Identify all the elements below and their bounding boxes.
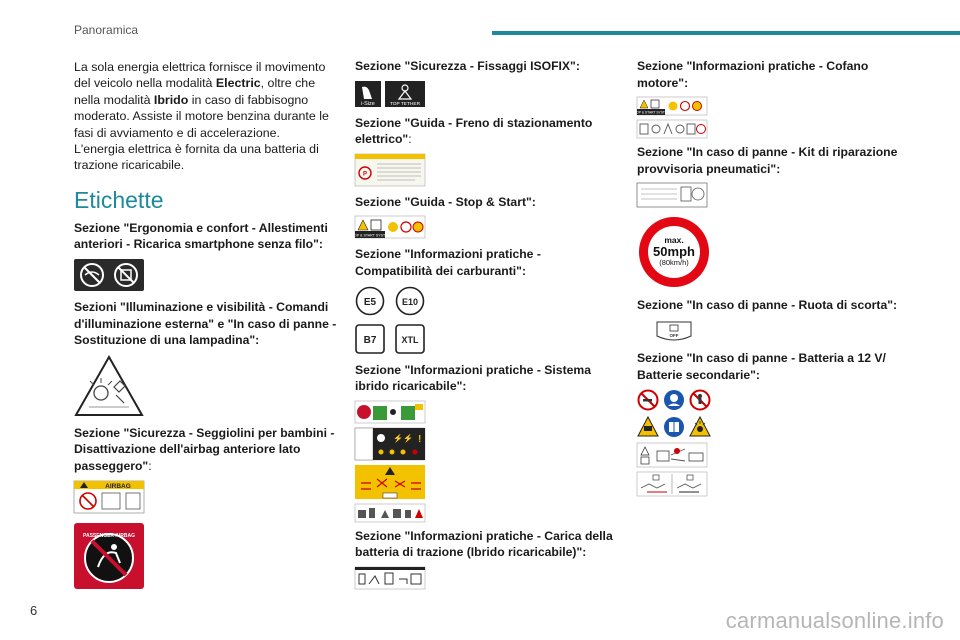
parking-brake-labels — [355, 154, 620, 186]
stop-start-label-icon — [349, 216, 425, 238]
passenger-airbag-label-icon — [74, 523, 144, 589]
speed-limit-50mph-icon — [637, 215, 711, 289]
section-airbag-text: Sezione "Sicurezza - Seggiolini per bambini - Disattivazione dell'airbag anteriore lato passeggero" — [74, 425, 335, 473]
column-2 — [349, 54, 620, 597]
intro-paragraph-2: L'energia elettrica è fornita da una batteria di trazione ricaricabile. — [74, 142, 319, 173]
speed-max-text: max. — [664, 235, 684, 246]
section-stop-start: Sezione "Guida - Stop & Start": — [355, 194, 536, 209]
fuel-e5-text: E5 — [363, 296, 377, 308]
section-lighting: Sezioni "Illuminazione e visibilità - Comandi d'illuminazione esterna" e "In caso di panne - Sostituzione di una lampadina": — [74, 300, 337, 348]
fuel-xtl-text: XTL — [401, 334, 419, 345]
no-children-icon — [689, 389, 711, 411]
spare-wheel-labels — [655, 320, 902, 342]
bonnet-labels — [632, 97, 902, 138]
intro-bold-electric: Electric — [215, 76, 261, 91]
corrosive-warning-icon — [637, 416, 659, 438]
intro-text-2: , oltre che nella modalità — [74, 76, 316, 107]
svg-text:!: ! — [418, 433, 422, 445]
column-1 — [74, 54, 344, 597]
fuel-b7-icon — [355, 324, 385, 354]
section-parking-brake-colon: : — [408, 132, 412, 147]
speed-value-text: 50mph — [653, 244, 695, 260]
wireless-labels — [74, 259, 344, 291]
battery-label-row-2 — [637, 416, 902, 438]
hybrid-hv-warning-label-icon — [355, 465, 425, 499]
section-heading: Etichette — [74, 186, 164, 213]
isize-label-icon — [355, 81, 381, 107]
section-isofix: Sezione "Sicurezza - Fissaggi ISOFIX": — [355, 59, 580, 73]
passenger-airbag-text: PASSENGER AIRBAG — [83, 532, 135, 539]
top-tether-text: TOP TETHER — [389, 101, 421, 107]
isofix-labels — [355, 81, 620, 107]
section-tyre-kit: Sezione "In caso di panne - Kit di riparazione provvisoria pneumatici": — [637, 145, 898, 176]
section-wireless-charging: Sezione "Ergonomia e confort - Allestimenti anteriori - Ricarica smartphone senza filo": — [74, 220, 328, 252]
battery-label-row-3 — [637, 443, 902, 467]
top-tether-label-icon — [385, 81, 425, 107]
charging-label-icon — [355, 567, 425, 589]
hybrid-labels — [355, 401, 620, 522]
hybrid-connector-label-icon — [355, 401, 425, 423]
section-parking-brake — [355, 115, 620, 148]
fuel-labels-row-2 — [355, 324, 620, 354]
stop-start-text: STOP & START SYSTEM — [349, 233, 391, 238]
lighting-labels — [74, 355, 344, 417]
tyre-kit-labels — [637, 183, 902, 207]
fuel-xtl-icon — [395, 324, 425, 354]
hybrid-label-1-row — [355, 401, 620, 423]
intro-bold-ibrido: Ibrido — [153, 92, 189, 107]
speed-kmh-text: (80km/h) — [659, 258, 689, 268]
spare-wheel-off-text: OFF — [669, 332, 679, 338]
fuel-e10-text: E10 — [401, 296, 419, 307]
section-fuel: Sezione "Informazioni pratiche - Compatibilità dei carburanti": — [355, 247, 541, 278]
bonnet-stop-start-text: STOP & START SYSTEM — [632, 110, 670, 115]
battery-labels — [637, 389, 902, 496]
bonnet-stop-start-label-icon — [632, 97, 707, 115]
section-hybrid: Sezione "Informazioni pratiche - Sistema ibrido ricaricabile": — [355, 362, 592, 394]
spare-wheel-off-label-icon — [655, 320, 693, 342]
watermark: carmanualsonline.info — [725, 608, 944, 633]
hybrid-label-4-row — [355, 504, 620, 522]
airbag-label-text: AIRBAG — [105, 482, 131, 490]
header-accent-bar — [492, 31, 960, 35]
svg-text:P: P — [362, 171, 368, 178]
section-airbag-colon: : — [148, 459, 152, 473]
hybrid-label-3-row — [355, 465, 620, 499]
isize-text: i-Size — [361, 100, 375, 107]
section-charging: Sezione "Informazioni pratiche - Carica della batteria di trazione (Ibrido ricaricabile)": — [355, 528, 613, 560]
bonnet-label-2-row — [637, 120, 902, 138]
battery-jump-start-label-icon — [637, 443, 707, 467]
bonnet-warning-strip-icon — [637, 120, 707, 138]
fuel-b7-text: B7 — [363, 334, 377, 346]
stop-start-labels — [349, 216, 620, 238]
fuel-e5-icon — [355, 286, 385, 316]
hybrid-service-label-icon — [355, 504, 425, 522]
page-number: 6 — [30, 603, 38, 618]
eye-protection-icon — [663, 389, 685, 411]
column-3 — [632, 54, 902, 501]
bulb-warning-label-icon — [74, 355, 144, 417]
bonnet-label-1-row — [632, 97, 902, 115]
explosive-warning-icon — [689, 416, 711, 438]
section-parking-brake-text: Sezione "Guida - Freno di stazionamento elettrico" — [355, 115, 593, 147]
hybrid-label-2-row — [355, 428, 620, 460]
intro-text-1: La sola energia elettrica fornisce il movimento del veicolo nella modalità — [74, 60, 326, 91]
section-airbag — [74, 425, 344, 475]
fuel-labels-row-1 — [355, 286, 620, 316]
intro-paragraph — [74, 59, 344, 141]
parking-brake-label-icon — [355, 154, 425, 186]
fuel-e10-icon — [395, 286, 425, 316]
charging-labels — [355, 567, 620, 589]
battery-label-row-1 — [637, 389, 902, 411]
battery-label-row-4 — [637, 472, 902, 496]
airbag-labels — [74, 481, 344, 589]
section-spare-wheel: Sezione "In caso di panne - Ruota di scorta": — [637, 298, 898, 313]
intro-text-3: in caso di fabbisogno moderato. Assiste il motore benzina durante le fasi di avviamento e di accelerazione. — [74, 92, 329, 140]
airbag-warning-label-icon — [74, 481, 144, 513]
battery-connection-label-icon — [637, 472, 707, 496]
read-manual-icon — [663, 416, 685, 438]
hybrid-warning-panel-icon — [355, 428, 425, 460]
tyre-kit-label-icon — [637, 183, 707, 207]
speed-limit-label-row — [637, 215, 902, 289]
section-bonnet: Sezione "Informazioni pratiche - Cofano motore": — [637, 59, 869, 90]
no-smoking-icon — [637, 389, 659, 411]
section-battery: Sezione "In caso di panne - Batteria a 12 V/ Batterie secondarie": — [637, 350, 886, 382]
wireless-charging-label-icon — [74, 259, 144, 291]
svg-text:⚡⚡: ⚡⚡ — [393, 433, 413, 443]
page-header-title: Panoramica — [74, 23, 139, 37]
